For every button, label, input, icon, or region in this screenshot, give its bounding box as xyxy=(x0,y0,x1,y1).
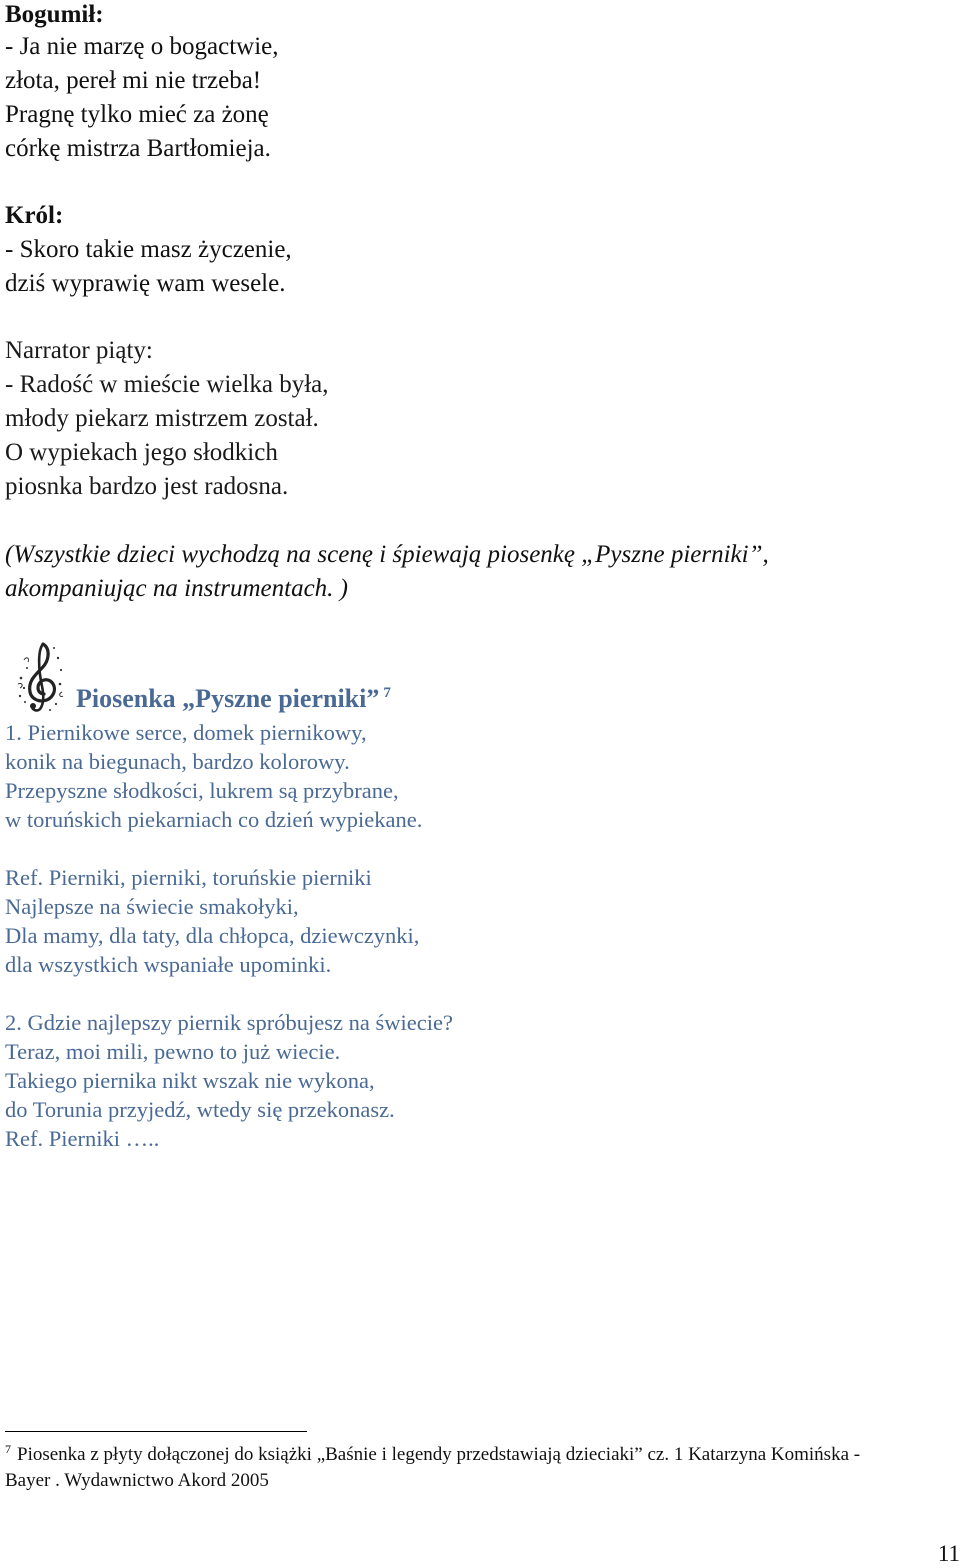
bogumil-line-3: Pragnę tylko mieć za żonę xyxy=(5,101,269,128)
refrain-line-2: Najlepsze na świecie smakołyki, xyxy=(5,894,299,919)
footnote-reference[interactable]: 7 xyxy=(383,685,391,702)
bogumil-line-1: - Ja nie marzę o bogactwie, xyxy=(5,33,279,60)
page-number: 11 xyxy=(937,1541,960,1566)
footnote-line-1 xyxy=(5,1443,860,1467)
verse2-line-1: 2. Gdzie najlepszy piernik spróbujesz na świecie? xyxy=(5,1010,453,1035)
verse1-line-3: Przepyszne słodkości, lukrem są przybrane, xyxy=(5,778,399,803)
footnote-line-2: Bayer . Wydawnictwo Akord 2005 xyxy=(5,1470,269,1491)
song-title xyxy=(76,683,391,715)
bogumil-line-4: córkę mistrza Bartłomieja. xyxy=(5,135,271,162)
refrain-line-4: dla wszystkich wspaniałe upominki. xyxy=(5,952,332,977)
footnote-separator xyxy=(5,1431,307,1432)
speaker-narrator-5: Narrator piąty: xyxy=(5,337,153,364)
narrator5-line-2: młody piekarz mistrzem został. xyxy=(5,405,319,432)
verse2-line-4: do Torunia przyjedź, wtedy się przekonasz. xyxy=(5,1097,395,1122)
verse1-line-2: konik na biegunach, bardzo kolorowy. xyxy=(5,749,350,774)
krol-line-1: - Skoro takie masz życzenie, xyxy=(5,236,292,263)
stage-direction-line-1: (Wszystkie dzieci wychodzą na scenę i śpiewają piosenkę „Pyszne pierniki”, xyxy=(5,541,769,568)
speaker-krol: Król: xyxy=(5,202,64,229)
narrator5-line-4: piosnka bardzo jest radosna. xyxy=(5,473,289,500)
verse1-line-4: w toruńskich piekarniach co dzień wypiekane. xyxy=(5,807,423,832)
narrator5-line-1: - Radość w mieście wielka była, xyxy=(5,371,329,398)
footnote-mark: 7 xyxy=(5,1441,11,1456)
verse2-line-3: Takiego piernika nikt wszak nie wykona, xyxy=(5,1068,375,1093)
krol-line-2: dziś wyprawię wam wesele. xyxy=(5,270,286,297)
narrator5-line-3: O wypiekach jego słodkich xyxy=(5,439,278,466)
speaker-bogumil: Bogumił: xyxy=(5,1,104,28)
bogumil-line-2: złota, pereł mi nie trzeba! xyxy=(5,67,262,94)
song-title-text: Piosenka „Pyszne pierniki” xyxy=(76,684,380,713)
stage-direction-line-2: akompaniując na instrumentach. ) xyxy=(5,575,349,602)
verse1-line-1: 1. Piernikowe serce, domek piernikowy, xyxy=(5,720,367,745)
refrain-line-1: Ref. Pierniki, pierniki, toruńskie pierniki xyxy=(5,865,372,890)
verse2-line-2: Teraz, moi mili, pewno to już wiecie. xyxy=(5,1039,341,1064)
treble-clef-icon xyxy=(16,638,66,714)
refrain-line-3: Dla mamy, dla taty, dla chłopca, dziewczynki, xyxy=(5,923,420,948)
verse2-line-5: Ref. Pierniki ….. xyxy=(5,1126,160,1151)
footnote-text-1: Piosenka z płyty dołączonej do książki „Baśnie i legendy przedstawiają dzieciaki” cz. 1 Katarzyna Komińska - xyxy=(17,1444,861,1465)
